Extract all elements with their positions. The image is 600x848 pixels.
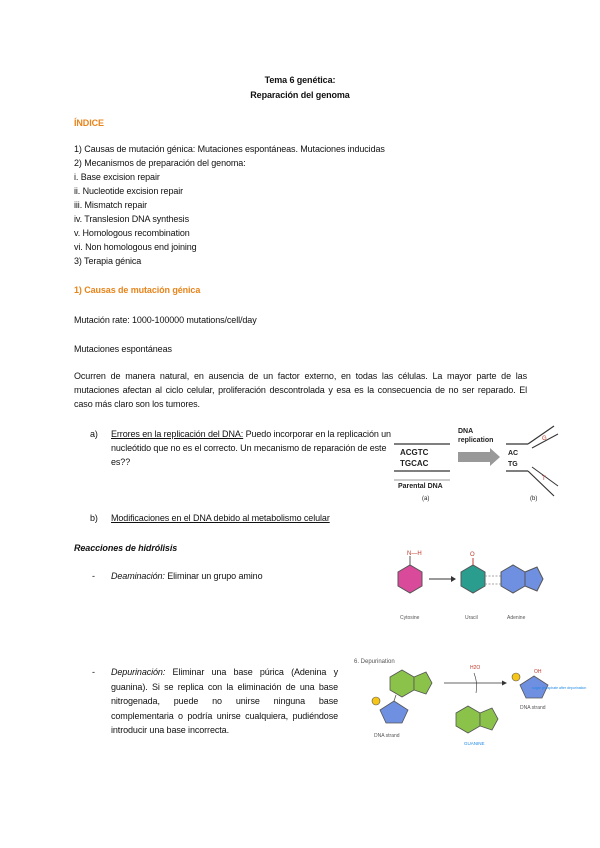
dna-strand-label: DNA strand xyxy=(374,733,400,739)
water-label: H2O xyxy=(470,665,481,671)
dna-replication-label: DNA xyxy=(458,428,474,435)
depurination-text xyxy=(111,665,338,738)
phosphate-circle xyxy=(372,697,380,705)
index-heading: ÍNDICE xyxy=(74,118,104,128)
dna-strand-label-2: DNA strand xyxy=(520,705,546,711)
index-item: 3) Terapia génica xyxy=(74,256,142,266)
sugar-ring xyxy=(380,701,408,723)
item-a-marker: a) xyxy=(90,429,98,439)
adenine-ring-6 xyxy=(501,565,525,593)
deamination-body: Eliminar un grupo amino xyxy=(164,571,263,581)
uracil-label: Uracil xyxy=(465,615,478,621)
index-item: 2) Mecanismos de preparación del genoma: xyxy=(74,158,246,168)
depurination-arrowhead xyxy=(502,681,507,686)
index-item: 1) Causas de mutación génica: Mutaciones espontáneas. Mutaciones inducidas xyxy=(74,144,385,154)
amino-group: N—H xyxy=(407,551,422,557)
index-item: iv. Translesion DNA synthesis xyxy=(74,214,189,224)
item-a-body: Puedo incorporar en la replicación un nucleótido que no es el correcto. Un mecanismo de reparación de este es?? xyxy=(111,429,391,467)
fork-bottom-sequence: TG xyxy=(508,461,518,468)
parental-top-sequence: ACGTC xyxy=(400,448,429,457)
item-a-text xyxy=(111,427,391,469)
parental-bottom-sequence: TGCAC xyxy=(400,459,429,468)
hydrolysis-heading: Reacciones de hidrólisis xyxy=(74,543,178,553)
fork-arm-down xyxy=(528,471,554,496)
index-item: iii. Mismatch repair xyxy=(74,200,148,210)
index-item: vi. Non homologous end joining xyxy=(74,242,197,252)
uracil-ring xyxy=(461,565,485,593)
sugar-phosphate-note: sugar phosphate after depurination xyxy=(532,686,587,690)
cytosine-label: Cytosine xyxy=(400,615,420,621)
label-b: (b) xyxy=(530,496,538,502)
index-item: v. Homologous recombination xyxy=(74,228,190,238)
item-b-marker: b) xyxy=(90,513,98,523)
replication-arrow xyxy=(458,448,500,466)
glycosidic-bond xyxy=(394,695,396,701)
guanine-ring-5 xyxy=(414,672,432,694)
mutation-rate: Mutación rate: 1000-100000 mutations/cell/day xyxy=(74,315,257,325)
guanine-ring-6 xyxy=(390,670,414,697)
label-a: (a) xyxy=(422,496,430,502)
mismatch-top: G xyxy=(542,436,547,442)
doc-title: Tema 6 genética: xyxy=(264,75,336,85)
spontaneous-heading: Mutaciones espontáneas xyxy=(74,344,172,354)
deamination-term: Deaminación: xyxy=(111,571,165,581)
index-item: ii. Nucleotide excision repair xyxy=(74,186,184,196)
spontaneous-paragraph: Ocurren de manera natural, en ausencia de un factor externo, en todas las células. La mayor parte de las mutaciones afectan al ciclo celular, proliferación descontrolada y esa es la consecuencia de no ser reparado. El caso más claro son los tumores. xyxy=(74,371,527,409)
depurination-figure xyxy=(352,655,587,755)
fork-arm-up xyxy=(528,426,554,444)
parental-dna-label: Parental DNA xyxy=(398,483,443,490)
item-a-underlined: Errores en la replicación del DNA: xyxy=(111,429,244,439)
deamination-dash: - xyxy=(92,571,95,581)
dna-replication-label-2: replication xyxy=(458,437,494,444)
doc-subtitle: Reparación del genoma xyxy=(250,90,350,100)
oh-group: OH xyxy=(534,669,542,675)
deamination-figure xyxy=(373,546,553,626)
item-b-underlined: Modificaciones en el DNA debido al metabolismo celular xyxy=(111,513,330,523)
fork-top-sequence: AC xyxy=(508,450,519,457)
uracil-oxygen: O xyxy=(470,552,475,558)
cytosine-ring xyxy=(398,565,422,593)
depurination-body: Eliminar una base púrica (Adenina y guanina). Si se replica con la eliminación de una base nitrogenada, puede no unirse ninguna base complementaria o podría unirse cualquiera, pudiéndose introducir una base incorrecta. xyxy=(111,667,338,735)
free-guanine-ring-5 xyxy=(480,708,498,730)
section1-heading: 1) Causas de mutación génica xyxy=(74,285,201,295)
guanine-label: GUANINE xyxy=(464,741,485,746)
mismatch-bottom: T xyxy=(542,476,546,482)
depurination-dash: - xyxy=(92,667,95,677)
free-guanine-ring-6 xyxy=(456,706,480,733)
depurination-fig-label: 6. Depurination xyxy=(354,659,395,665)
deamination-arrowhead xyxy=(451,576,456,582)
adenine-ring-5 xyxy=(525,567,543,591)
dna-replication-figure xyxy=(392,422,560,504)
adenine-label: Adenine xyxy=(507,615,526,621)
phosphate-circle-2 xyxy=(512,673,520,681)
deamination-text xyxy=(111,569,263,583)
index-item: i. Base excision repair xyxy=(74,172,160,182)
depurination-term: Depurinación: xyxy=(111,667,166,677)
